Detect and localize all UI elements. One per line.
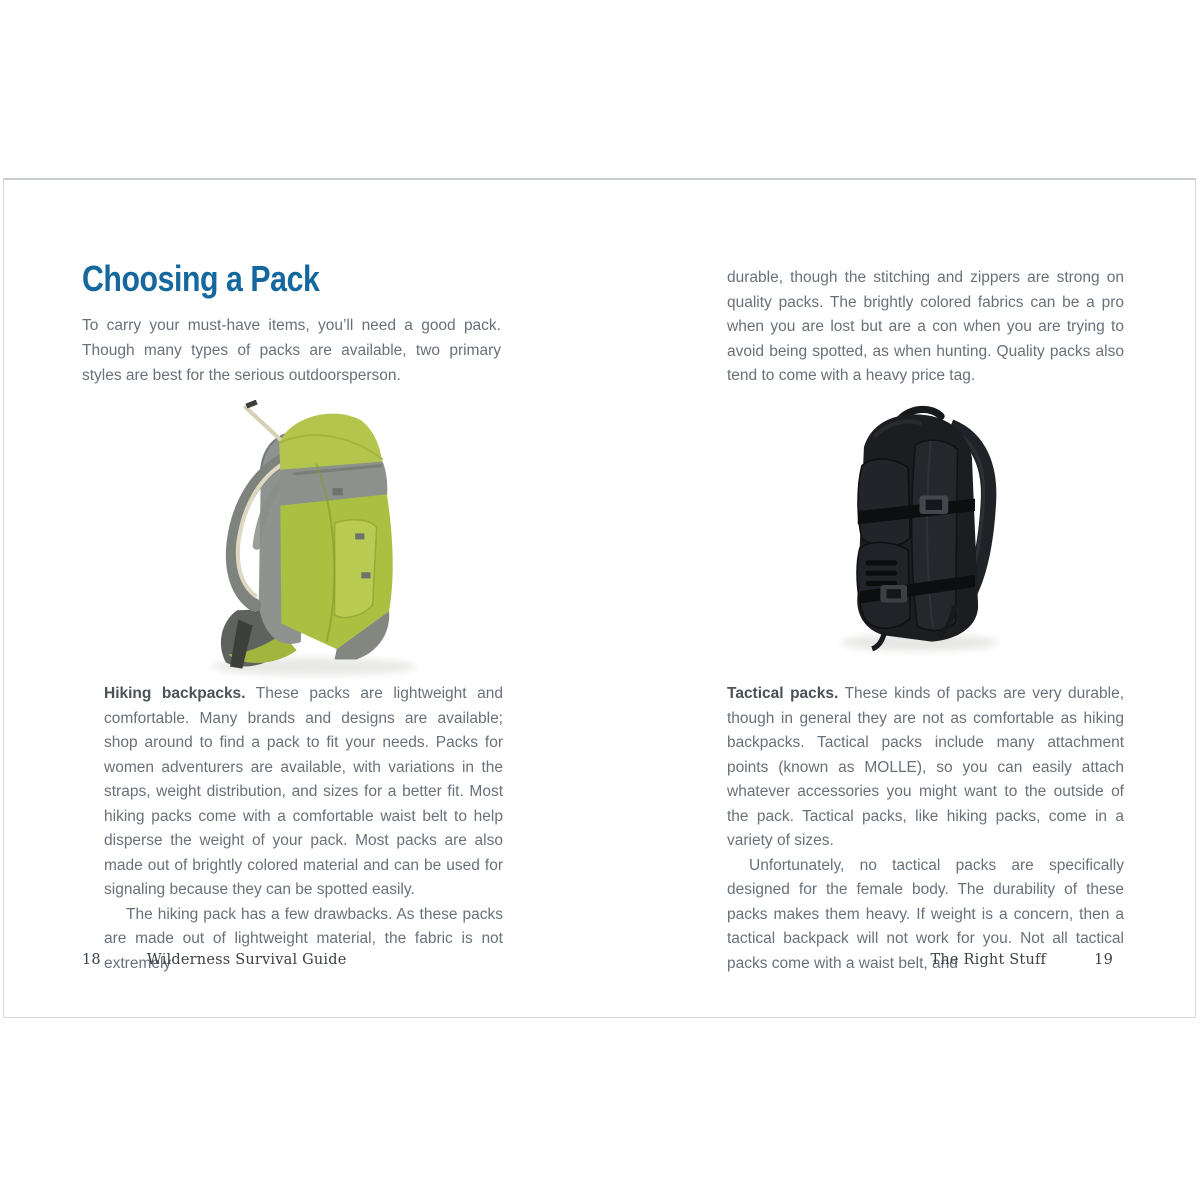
hiking-lead-in: Hiking backpacks.: [104, 685, 246, 702]
continuation-text: durable, though the stitching and zippers are strong on quality packs. The brightly colored fabrics can be a pro when you are lost but are a con when you are trying to avoid being spotted, as when hunting. Quality packs also tend to come with a heavy price tag.: [727, 269, 1124, 384]
right-page-footer: [930, 952, 1113, 968]
hiking-paragraph-drawbacks: The hiking pack has a few drawbacks. As these packs are made out of lightweight material, the fabric is not extremely: [104, 905, 503, 972]
right-page-number: 19: [1094, 952, 1113, 968]
chapter-running-head: The Right Stuff: [930, 952, 1047, 968]
intro-paragraph: To carry your must-have items, you’ll need a good pack. Though many types of packs are available, two primary styles are best for the serious outdoorsperson.: [82, 317, 501, 384]
book-title-running-head: Wilderness Survival Guide: [146, 952, 347, 968]
hiking-paragraph-main: [104, 682, 503, 903]
left-page-footer: [82, 952, 347, 968]
hiking-backpack-image: [179, 400, 439, 682]
page-spread: [3, 178, 1196, 1018]
tactical-lead-in: Tactical packs.: [727, 685, 839, 702]
left-page-number: 18: [82, 952, 101, 968]
tactical-paragraph-main: [727, 682, 1124, 854]
tactical-paragraph: [727, 682, 1124, 976]
hiking-paragraph: [104, 682, 503, 976]
continuation-paragraph: [727, 266, 1124, 389]
tactical-paragraph-body: These kinds of packs are very durable, though in general they are not as comfortable as hiking backpacks. Tactical packs include many attachment points (known as MOLLE), so you can easily attach whatever accessories you might want to the outside of the pack. Tactical packs, like hiking packs, come in a variety of sizes.: [727, 685, 1125, 849]
tactical-backpack-image: [830, 404, 1012, 656]
chapter-heading: Choosing a Pack: [82, 258, 320, 299]
hiking-paragraph-body: These packs are lightweight and comfortable. Many brands and designs are available; shop around to find a pack to fit your needs. Packs for women adventurers are available, with variations in the straps, weight distribution, and sizes for a better fit. Most hiking packs come with a comfortable waist belt to help disperse the weight of your pack. Most packs are also made out of brightly colored material and can be used for signaling because they can be spotted easily.: [104, 685, 503, 898]
tactical-paragraph-drawbacks: Unfortunately, no tactical packs are specifically designed for the female body. The durability of these packs makes them heavy. If weight is a concern, then a tactical backpack will not work for you. Not all tactical packs come with a waist belt, and: [727, 856, 1124, 972]
